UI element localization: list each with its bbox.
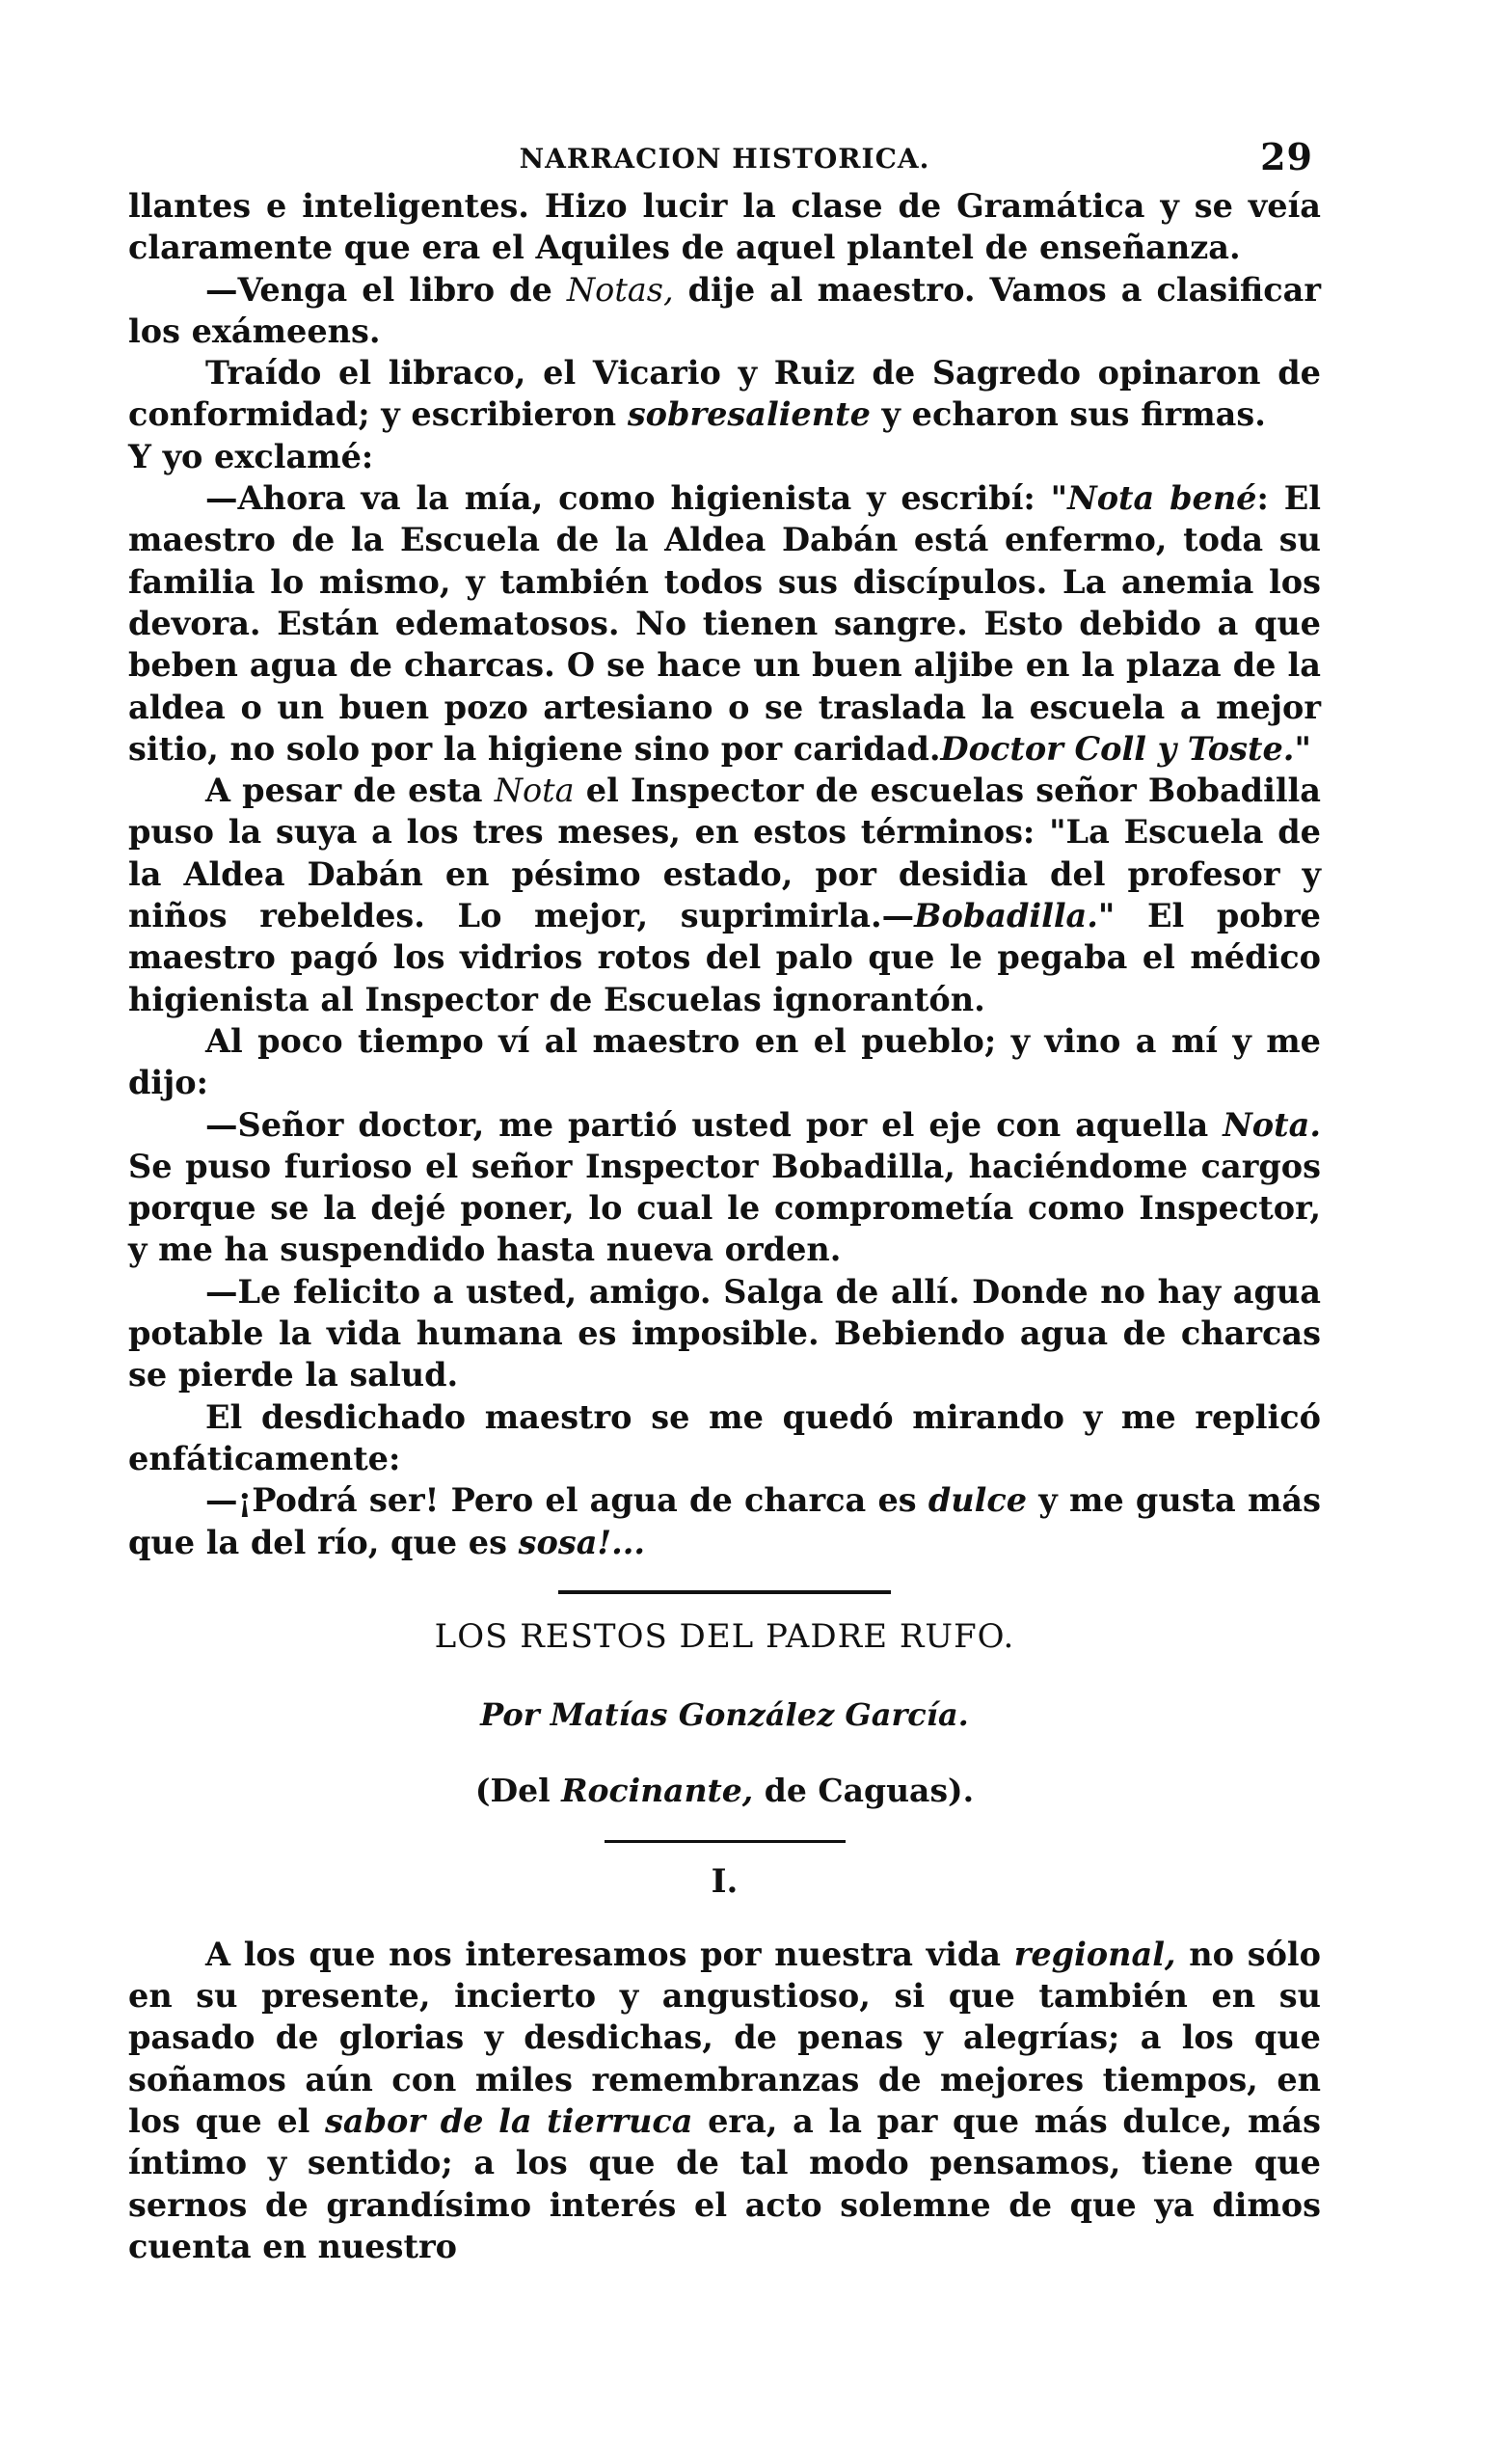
italic-run: Nota <box>494 772 575 810</box>
running-title: NARRACION HISTORICA. <box>519 143 930 175</box>
article-source <box>128 1772 1321 1809</box>
source-suffix: de Caguas). <box>753 1771 975 1809</box>
italic-run: Nota. <box>1223 1105 1321 1144</box>
italic-run: Notas, <box>566 270 674 309</box>
text-run: no sólo en su presente, incierto y angustioso, si que también en su pasado de glorias y desdichas, de penas y alegrías; a los que soñamos aún con miles remembranzas de mejores tiempos, en los que el <box>128 1935 1321 2140</box>
section-number: I. <box>711 1861 739 1901</box>
paragraph <box>128 436 1321 477</box>
paragraph <box>128 1271 1321 1396</box>
paragraph <box>128 1104 1321 1271</box>
paragraph <box>128 477 1321 770</box>
page-number: 29 <box>1260 135 1313 178</box>
running-header <box>128 135 1321 185</box>
source-name: Rocinante, <box>561 1771 754 1809</box>
subsection-divider <box>605 1840 846 1843</box>
text-run: Y yo exclamé: <box>128 437 374 475</box>
text-run: —Le felicito a usted, amigo. Salga de allí. Donde no hay agua potable la vida humana es imposible. Bebiendo agua de charcas se pierde la salud. <box>128 1272 1321 1394</box>
main-text <box>128 185 1321 1563</box>
text-run: A pesar de esta <box>205 772 495 810</box>
text-run: y me gusta más que la del río, que es <box>128 1481 1321 1561</box>
text-run: " <box>1294 729 1311 768</box>
paragraph <box>128 352 1321 436</box>
paragraph <box>128 1934 1321 2267</box>
text-run: dije al maestro. Vamos a clasificar los exámeens. <box>128 270 1322 350</box>
document-page <box>128 135 1321 2267</box>
paragraph <box>128 1020 1321 1104</box>
text-run: el Inspector de escuelas señor Bobadilla puso la suya a los tres meses, en estos términos: "La Escuela de la Aldea Dabán en pésimo estado, por desidia del profesor y niños rebeldes. Lo mejor, suprimirla.— <box>128 772 1321 935</box>
text-run: " El pobre maestro pagó los vidrios rotos del palo que le pegaba el médico higienista al Inspector de Escuelas ignorantón. <box>128 897 1321 1018</box>
text-run: —Venga el libro de <box>205 270 567 309</box>
text-run: —Ahora va la mía, como higienista y escribí: " <box>205 479 1068 518</box>
text-run: : El maestro de la Escuela de la Aldea Dabán está enfermo, toda su familia lo mismo, y también todos sus discípulos. La anemia los devora. Están edematosos. No tienen sangre. Esto debido a que beben agua de charcas. O se hace un buen aljibe en la plaza de la aldea o un buen pozo artesiano o se traslada la escuela a mejor sitio, no solo por la higiene sino por caridad. <box>128 479 1321 768</box>
italic-run: sosa!... <box>518 1523 646 1561</box>
italic-run: Doctor Coll y Toste. <box>940 729 1295 768</box>
italic-run: regional, <box>1013 1935 1176 1973</box>
paragraph <box>128 770 1321 1020</box>
paragraph <box>128 1479 1321 1563</box>
italic-run: sabor de la tierruca <box>325 2101 693 2140</box>
text-run: y echaron sus firmas. <box>870 395 1266 434</box>
text-run: Al poco tiempo ví al maestro en el pueblo; y vino a mí y me dijo: <box>128 1021 1321 1102</box>
text-run: El desdichado maestro se me quedó mirando y me replicó enfáticamente: <box>128 1397 1321 1477</box>
article-title: LOS RESTOS DEL PADRE RUFO. <box>434 1616 1015 1656</box>
paragraph <box>128 1396 1321 1480</box>
text-run: Se puso furioso el señor Inspector Bobadilla, haciéndome cargos porque se la dejé poner, lo cual le comprometía como Inspector, y me ha suspendido hasta nueva orden. <box>128 1147 1321 1269</box>
italic-run: dulce <box>928 1481 1028 1520</box>
article-byline: Por Matías González García. <box>480 1695 969 1733</box>
italic-run: Bobadilla. <box>914 897 1098 935</box>
text-run: A los que nos interesamos por nuestra vida <box>205 1935 1014 1973</box>
article-body <box>128 1934 1321 2267</box>
text-run: Traído el libraco, el Vicario y Ruiz de Sagredo opinaron de conformidad; y escribieron <box>128 354 1321 434</box>
text-run: —¡Podrá ser! Pero el agua de charca es <box>205 1481 928 1520</box>
text-run: era, a la par que más dulce, más íntimo y sentido; a los que de tal modo pensamos, tiene que sernos de grandísimo interés el acto solemne de que ya dimos cuenta en nuestro <box>128 2101 1321 2265</box>
source-prefix: (Del <box>474 1771 562 1809</box>
section-divider <box>558 1590 891 1594</box>
text-run: —Señor doctor, me partió usted por el eje con aquella <box>205 1105 1224 1144</box>
italic-run: sobresaliente <box>627 395 871 434</box>
paragraph <box>128 185 1321 269</box>
paragraph <box>128 269 1321 353</box>
text-run: llantes e inteligentes. Hizo lucir la clase de Gramática y se veía claramente que era el Aquiles de aquel plantel de enseñanza. <box>128 187 1321 267</box>
italic-run: Nota bené <box>1067 479 1257 518</box>
